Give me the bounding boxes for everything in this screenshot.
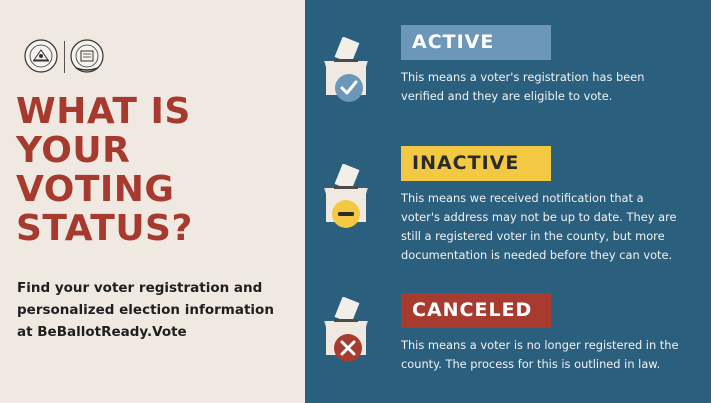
county-seals bbox=[24, 39, 104, 79]
active-desc-line-1: This means a voter's registration has been bbox=[401, 70, 645, 84]
status-description-canceled bbox=[401, 336, 686, 374]
headline bbox=[16, 92, 301, 248]
canceled-desc-line-2: county. The process for this is outlined in law. bbox=[401, 357, 661, 371]
status-label-inactive: INACTIVE bbox=[401, 146, 551, 181]
seal-divider bbox=[64, 41, 65, 73]
headline-line-2: YOUR bbox=[16, 130, 131, 171]
status-description-active bbox=[401, 68, 686, 106]
find-text-line-1: Find your voter registration and bbox=[17, 280, 263, 296]
left-panel bbox=[0, 0, 305, 403]
active-desc-line-2: verified and they are eligible to vote. bbox=[401, 89, 613, 103]
find-registration-text bbox=[17, 277, 299, 343]
inactive-desc-line-4: documentation is needed before they can vote. bbox=[401, 248, 673, 262]
headline-line-4: STATUS? bbox=[16, 208, 193, 249]
inactive-desc-line-3: still a registered voter in the county, but more bbox=[401, 229, 665, 243]
inactive-desc-line-2: voter's address may not be up to date. They are bbox=[401, 210, 677, 224]
ballot-box-check-icon bbox=[322, 37, 370, 103]
status-description-inactive bbox=[401, 189, 686, 265]
election-seal-icon bbox=[70, 39, 104, 73]
headline-line-1: WHAT IS bbox=[16, 91, 191, 132]
headline-line-3: VOTING bbox=[16, 169, 175, 210]
find-text-line-2: personalized election information bbox=[17, 302, 274, 318]
find-text-line-3: at BeBallotReady.Vote bbox=[17, 324, 187, 340]
status-label-active: ACTIVE bbox=[401, 25, 551, 60]
canceled-desc-line-1: This means a voter is no longer registered in the bbox=[401, 338, 679, 352]
county-seal-icon bbox=[24, 39, 58, 73]
ballot-box-dash-icon bbox=[322, 164, 370, 230]
ballot-box-x-icon bbox=[322, 297, 370, 363]
inactive-desc-line-1: This means we received notification that a bbox=[401, 191, 644, 205]
status-label-canceled: CANCELED bbox=[401, 293, 551, 328]
